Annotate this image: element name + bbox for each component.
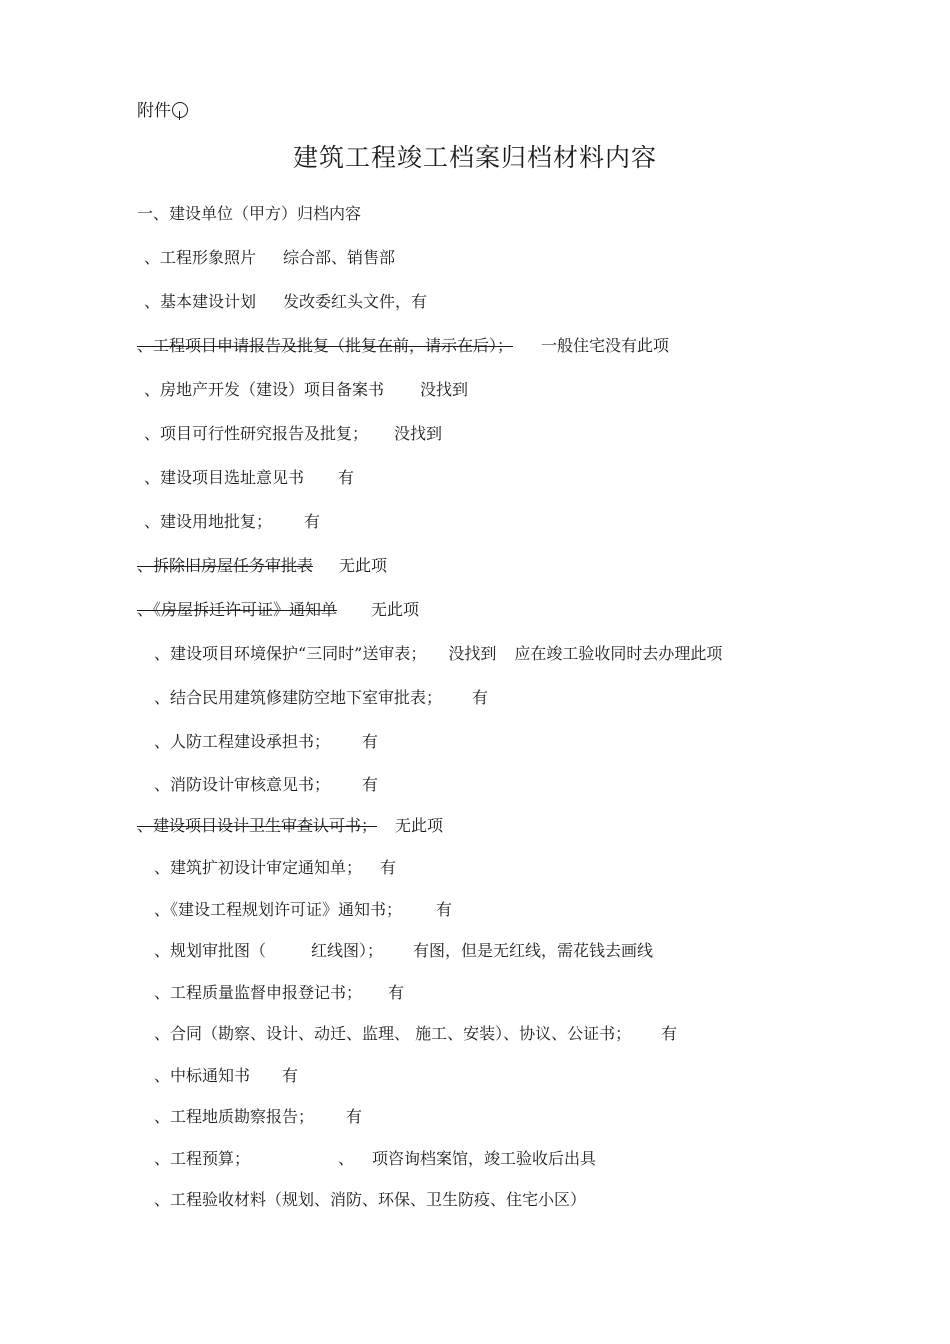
item-label: 、房地产开发（建设）项目备案书 bbox=[144, 380, 385, 399]
item-note: 没找到 bbox=[448, 644, 497, 663]
list-item bbox=[154, 687, 488, 709]
item-label: 、《建设工程规划许可证》通知书； bbox=[154, 900, 403, 919]
item-label: 、工程验收材料（规划、消防、环保、卫生防疫、住宅小区） bbox=[154, 1190, 587, 1209]
list-item bbox=[154, 857, 396, 879]
item-note: 有 bbox=[362, 732, 379, 751]
attachment-label: 附件 bbox=[137, 101, 171, 121]
document-title: 建筑工程竣工档案归档材料内容 bbox=[292, 143, 657, 172]
item-note: 有 bbox=[362, 775, 379, 794]
item-note: 无此项 bbox=[395, 816, 444, 835]
list-item bbox=[144, 247, 395, 269]
attachment-number-mark-icon bbox=[172, 102, 188, 118]
list-item bbox=[154, 774, 378, 796]
item-note: 有 bbox=[304, 512, 321, 531]
item-label: 、建设项目选址意见书 bbox=[144, 468, 305, 487]
item-note: 有 bbox=[388, 983, 405, 1002]
list-item bbox=[137, 599, 419, 621]
item-note: 有 bbox=[661, 1024, 678, 1043]
item-note: 项咨询档案馆，竣工验收后出具 bbox=[372, 1149, 597, 1168]
item-note: 有 bbox=[346, 1107, 363, 1126]
item-label-struck: 、《房屋拆迁许可证》通知单 bbox=[137, 600, 338, 619]
item-label: 、工程形象照片 bbox=[144, 248, 257, 267]
list-item bbox=[144, 291, 427, 313]
item-label: 、建筑扩初设计审定通知单； bbox=[154, 858, 363, 877]
item-note: 无此项 bbox=[371, 600, 420, 619]
item-label: 、规划审批图（ bbox=[154, 941, 267, 960]
item-note: 无此项 bbox=[339, 556, 388, 575]
item-label: 、消防设计审核意见书； bbox=[154, 775, 331, 794]
list-item bbox=[154, 1148, 596, 1170]
list-item bbox=[137, 335, 669, 357]
item-note: 有 bbox=[282, 1066, 299, 1085]
item-note: 综合部、销售部 bbox=[283, 248, 396, 267]
list-item bbox=[154, 731, 378, 753]
item-label: 、中标通知书 bbox=[154, 1066, 251, 1085]
item-label: 、合同（勘察、设计、动迁、监理、 施工、安装）、协议、公证书； bbox=[154, 1024, 632, 1043]
item-label: 、基本建设计划 bbox=[144, 292, 257, 311]
list-item bbox=[154, 1065, 298, 1087]
attachment-header bbox=[137, 100, 188, 122]
item-note: 有 bbox=[436, 900, 453, 919]
item-label-struck: 、拆除旧房屋任务审批表 bbox=[137, 556, 314, 575]
item-label: 、工程预算； bbox=[154, 1149, 251, 1168]
list-item bbox=[137, 815, 443, 837]
item-label-struck: 、工程项目申请报告及批复（批复在前，请示在后）； bbox=[137, 336, 514, 355]
item-note: 有 bbox=[380, 858, 397, 877]
list-item bbox=[154, 940, 653, 962]
section-heading: 一、建设单位（甲方）归档内容 bbox=[137, 204, 362, 223]
list-item bbox=[154, 1106, 362, 1128]
list-item bbox=[154, 643, 722, 665]
item-note-mid: 、 bbox=[338, 1149, 355, 1168]
item-label: 、人防工程建设承担书； bbox=[154, 732, 331, 751]
list-item bbox=[137, 555, 387, 577]
list-item bbox=[144, 423, 442, 445]
item-label: 、工程地质勘察报告； bbox=[154, 1107, 315, 1126]
item-note-mid: 红线图）； bbox=[311, 941, 384, 960]
item-label: 、工程质量监督申报登记书； bbox=[154, 983, 363, 1002]
item-note-extra: 应在竣工验收同时去办理此项 bbox=[514, 644, 723, 663]
item-note: 有 bbox=[472, 688, 489, 707]
item-label: 、建设项目环境保护“三同时”送审表； bbox=[154, 644, 427, 663]
item-note: 一般住宅没有此项 bbox=[541, 336, 670, 355]
item-note: 没找到 bbox=[420, 380, 469, 399]
list-item bbox=[154, 982, 404, 1004]
list-item bbox=[154, 899, 452, 921]
list-item bbox=[154, 1023, 677, 1045]
item-note: 有 bbox=[338, 468, 355, 487]
list-item bbox=[144, 467, 354, 489]
list-item bbox=[144, 511, 320, 533]
item-note: 没找到 bbox=[394, 424, 443, 443]
item-label: 、建设用地批复； bbox=[144, 512, 273, 531]
list-item bbox=[154, 1189, 586, 1211]
item-label: 、结合民用建筑修建防空地下室审批表； bbox=[154, 688, 443, 707]
list-item bbox=[144, 379, 468, 401]
item-note: 发改委红头文件，有 bbox=[283, 292, 428, 311]
item-label: 、项目可行性研究报告及批复； bbox=[144, 424, 369, 443]
item-note: 有图，但是无红线，需花钱去画线 bbox=[413, 941, 654, 960]
item-label-struck: 、建设项目设计卫生审查认可书； bbox=[137, 816, 378, 835]
